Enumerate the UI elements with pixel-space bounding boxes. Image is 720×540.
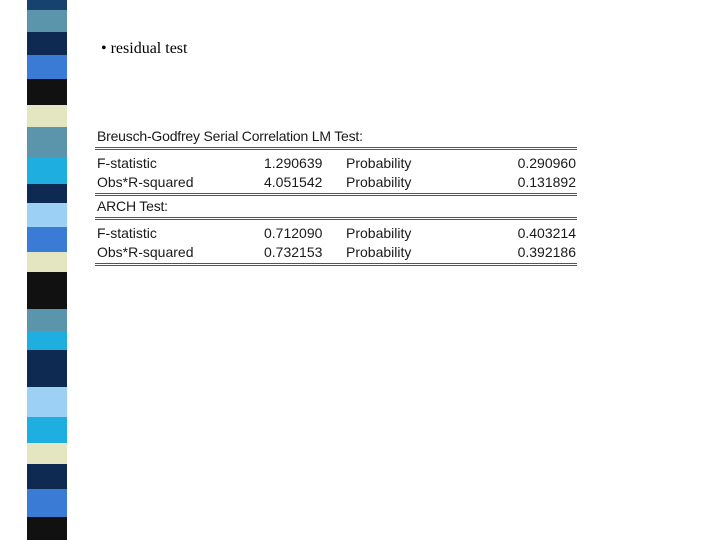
stripe-segment	[27, 443, 67, 464]
stripe-segment	[27, 184, 67, 203]
stripe-segment	[27, 417, 67, 443]
stripe-segment	[27, 227, 67, 252]
divider	[95, 217, 577, 220]
stat-label: Obs*R-squared	[97, 173, 194, 190]
stripe-segment	[27, 350, 67, 387]
table-row	[95, 243, 577, 262]
decorative-stripe-bar	[27, 0, 67, 540]
arch-test-title: ARCH Test:	[97, 198, 168, 214]
diagnostic-tests-table	[95, 126, 577, 266]
stripe-segment	[27, 331, 67, 350]
stripe-segment	[27, 489, 67, 517]
table-row	[95, 224, 577, 243]
bullet-residual-test: • residual test	[101, 40, 188, 57]
stripe-segment	[27, 32, 67, 55]
stat-value: 0.732153	[264, 243, 323, 260]
stat-label: F-statistic	[97, 225, 157, 241]
probability-value: 0.131892	[517, 173, 576, 190]
stripe-segment	[27, 0, 67, 10]
stripe-segment	[27, 252, 67, 272]
table-row	[95, 154, 577, 173]
stripe-segment	[27, 105, 67, 127]
probability-label: Probability	[346, 243, 412, 260]
probability-value: 0.403214	[517, 225, 576, 241]
stripe-segment	[27, 203, 67, 227]
probability-value: 0.392186	[517, 243, 576, 260]
probability-label: Probability	[346, 173, 412, 190]
probability-label: Probability	[346, 155, 412, 171]
stripe-segment	[27, 387, 67, 417]
divider	[95, 147, 577, 150]
probability-label: Probability	[346, 225, 412, 241]
breusch-godfrey-title: Breusch-Godfrey Serial Correlation LM Test:	[97, 128, 363, 144]
stat-value: 0.712090	[264, 225, 323, 241]
stripe-segment	[27, 464, 67, 489]
stat-label: F-statistic	[97, 155, 157, 171]
divider	[95, 263, 577, 266]
stripe-segment	[27, 157, 67, 184]
stripe-segment	[27, 517, 67, 540]
stripe-segment	[27, 309, 67, 331]
stripe-segment	[27, 10, 67, 32]
stat-value: 4.051542	[264, 173, 323, 190]
stripe-segment	[27, 79, 67, 105]
probability-value: 0.290960	[517, 155, 576, 171]
stripe-segment	[27, 55, 67, 79]
stripe-segment	[27, 272, 67, 309]
stripe-segment	[27, 127, 67, 157]
table-row	[95, 173, 577, 192]
stat-label: Obs*R-squared	[97, 243, 194, 260]
stat-value: 1.290639	[264, 155, 323, 171]
